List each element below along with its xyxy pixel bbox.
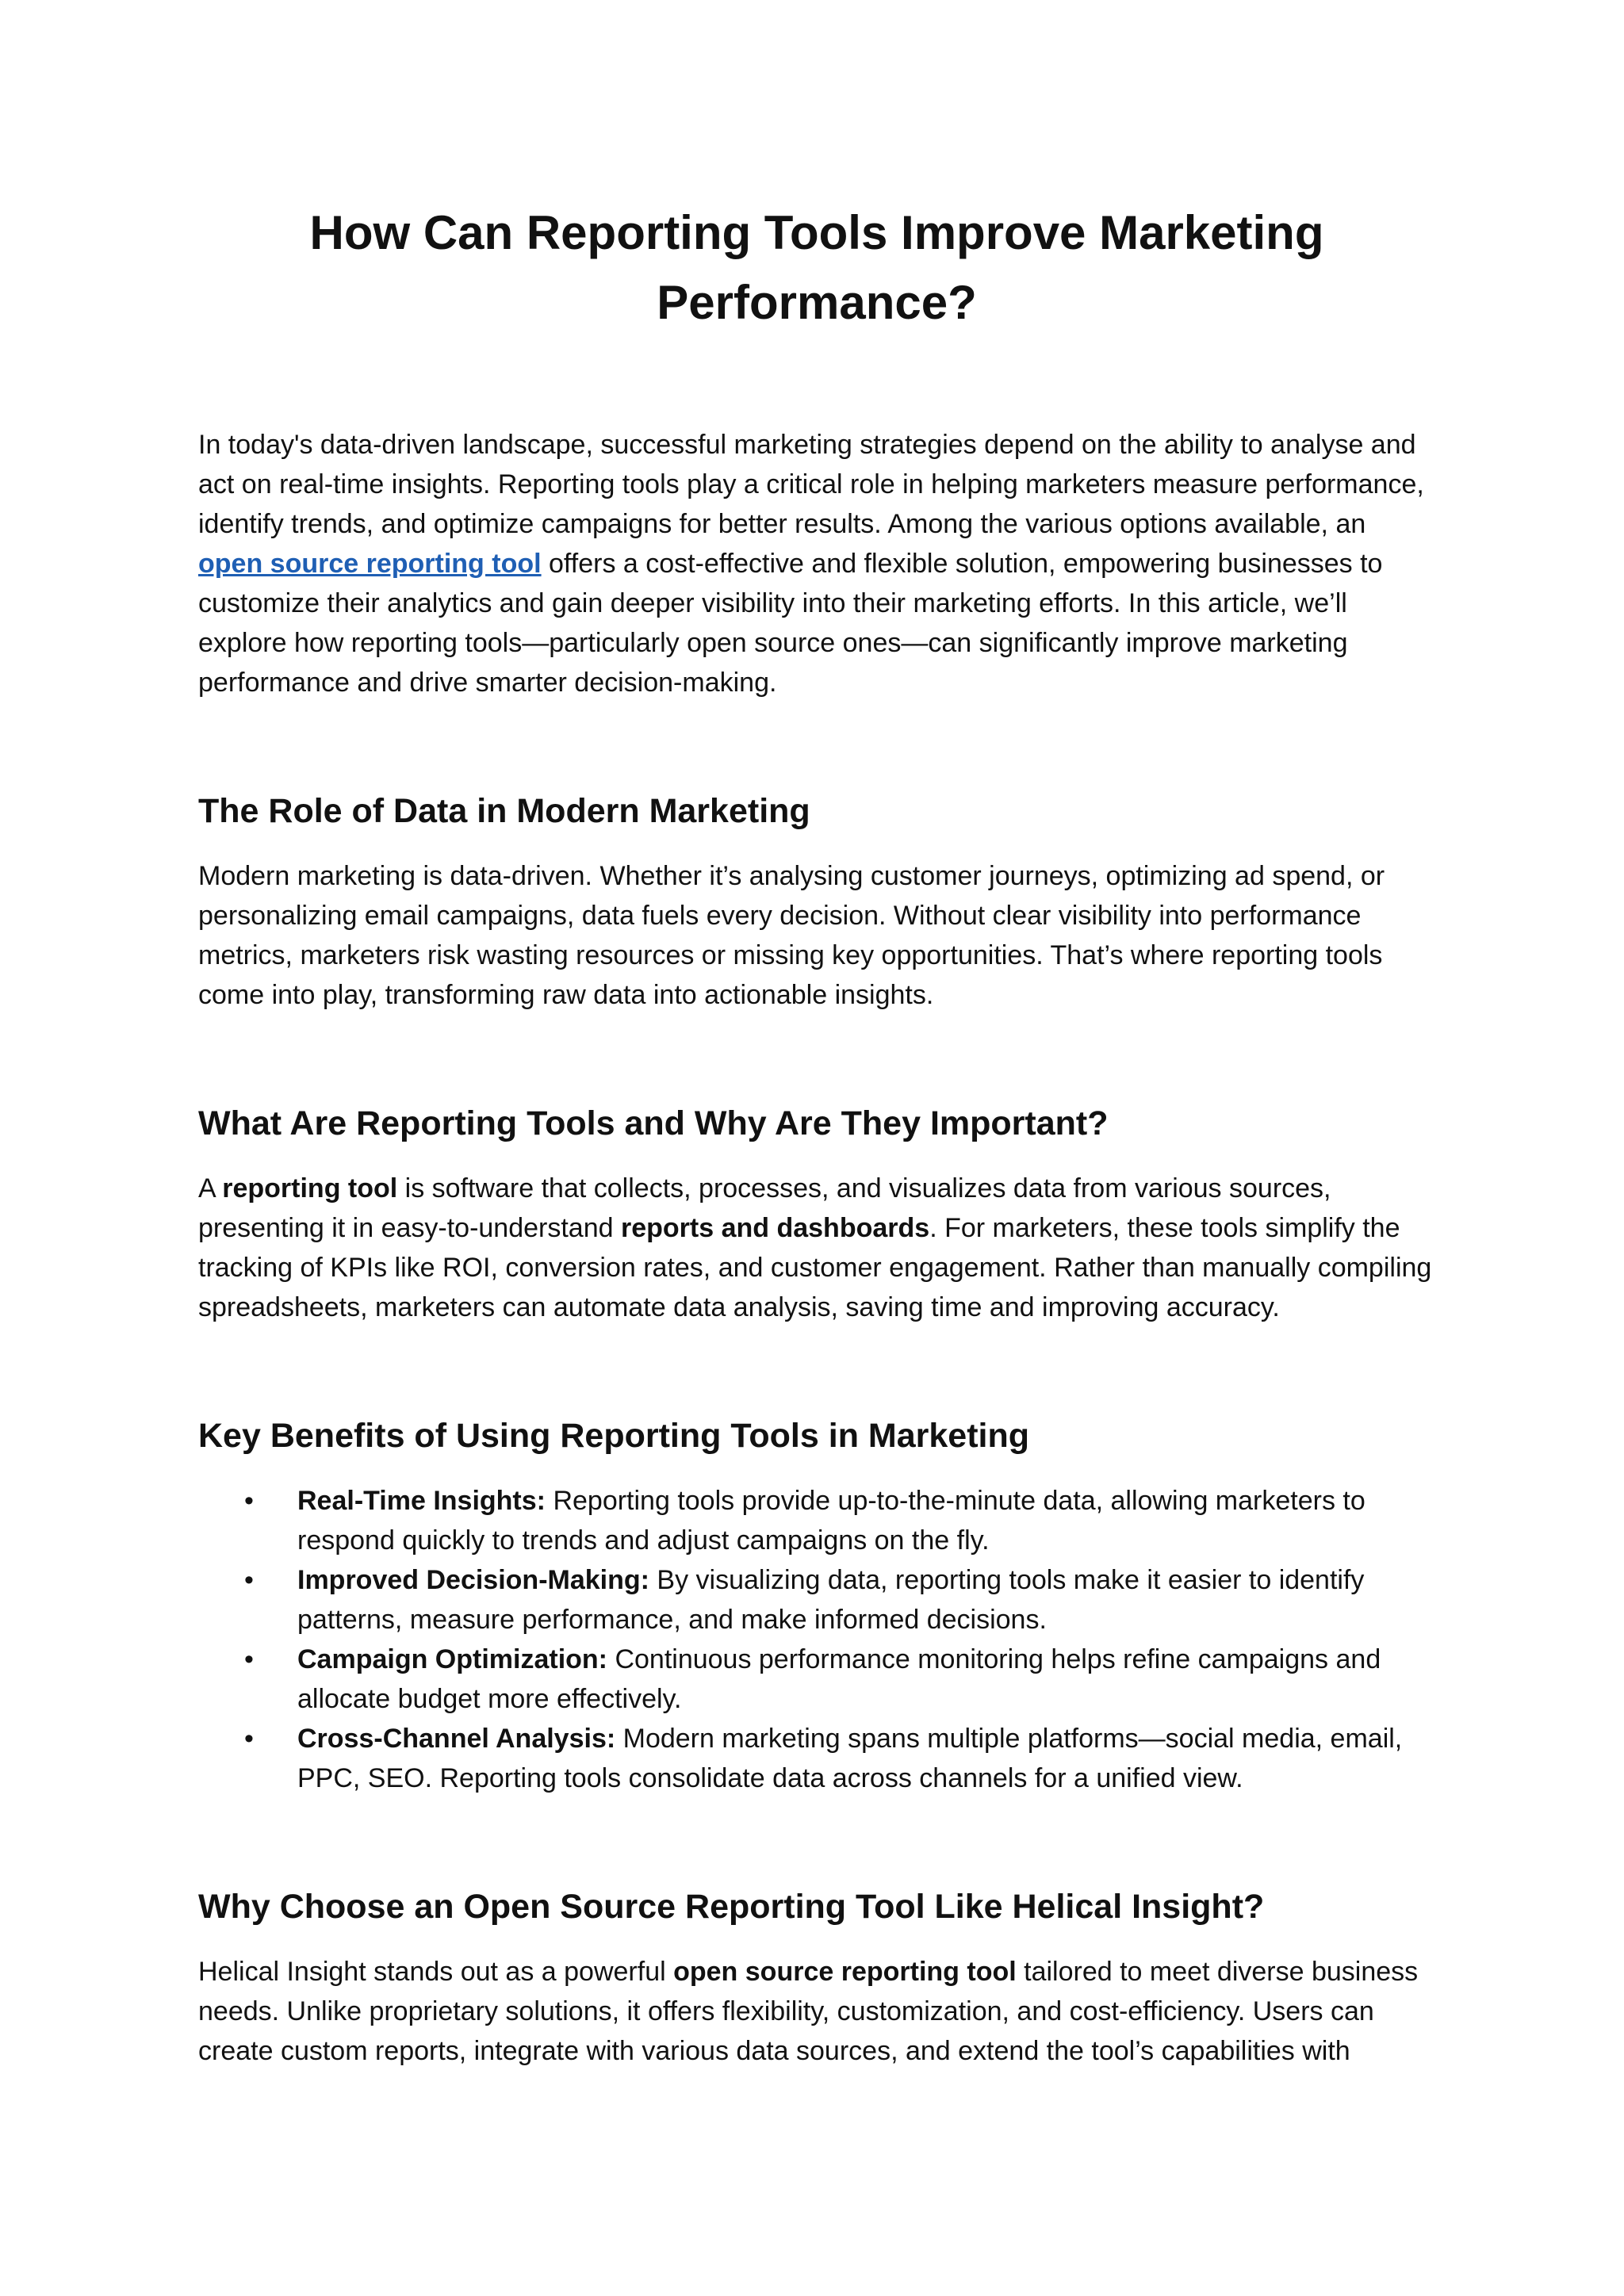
- list-item-label: Cross-Channel Analysis:: [297, 1724, 616, 1754]
- bold-term: reports and dashboards: [620, 1213, 930, 1243]
- section-role-of-data: [198, 788, 1435, 1015]
- list-item: [198, 1719, 1435, 1798]
- list-item-text: Reporting tools provide up-to-the-minute data, allowing marketers to respond quickly to trends and adjust campaigns on the fly.: [297, 1486, 1365, 1556]
- list-item-label: Campaign Optimization:: [297, 1644, 607, 1674]
- intro-text-1: In today's data-driven landscape, successful marketing strategies depend on the ability to analyse and act on real-time insights. Reporting tools play a critical role in helping marketers measure performance, identify trends, and optimize campaigns for better results. Among the various options available, an: [198, 430, 1424, 539]
- list-item-label: Real-Time Insights:: [297, 1486, 546, 1516]
- list-item-text: By visualizing data, reporting tools make it easier to identify patterns, measure performance, and make informed decisions.: [297, 1565, 1365, 1635]
- section-body: [198, 1169, 1435, 1327]
- body-text: A: [198, 1173, 223, 1203]
- bullet-icon: •: [244, 1644, 254, 1674]
- list-item-label: Improved Decision-Making:: [297, 1565, 649, 1595]
- section-heading: Key Benefits of Using Reporting Tools in Marketing: [198, 1417, 1029, 1455]
- bullet-icon: •: [244, 1565, 254, 1595]
- bold-term: open source reporting tool: [673, 1957, 1017, 1987]
- body-text: is software that collects, processes, and visualizes data from various sources, presenting it in easy-to-understand: [198, 1173, 1331, 1243]
- body-text: . For marketers, these tools simplify the tracking of KPIs like ROI, conversion rates, and customer engagement. Rather than manually compiling spreadsheets, marketers can automate data analysis, saving time and improving accuracy.: [198, 1213, 1432, 1322]
- benefits-list: [198, 1481, 1435, 1798]
- section-body: Modern marketing is data-driven. Whether it’s analysing customer journeys, optimizing ad spend, or personalizing email campaigns, data fuels every decision. Without clear visibility into performance metrics, marketers risk wasting resources or missing key opportunities. That’s where reporting tools come into play, transforming raw data into actionable insights.: [198, 861, 1385, 1010]
- section-heading: The Role of Data in Modern Marketing: [198, 792, 810, 830]
- document-page: [198, 198, 1435, 2071]
- bullet-icon: •: [244, 1486, 254, 1516]
- open-source-reporting-tool-link[interactable]: open source reporting tool: [198, 549, 542, 579]
- section-heading: Why Choose an Open Source Reporting Tool Like Helical Insight?: [198, 1888, 1265, 1926]
- section-what-are-reporting-tools: [198, 1100, 1435, 1327]
- section-why-open-source: [198, 1884, 1435, 2071]
- section-body: [198, 1952, 1435, 2071]
- section-heading: What Are Reporting Tools and Why Are They Important?: [198, 1104, 1109, 1142]
- bullet-icon: •: [244, 1724, 254, 1754]
- body-text: tailored to meet diverse business needs. Unlike proprietary solutions, it offers flexibility, customization, and cost-efficiency. Users can create custom reports, integrate with various data sources, and extend the tool’s capabilities with: [198, 1957, 1419, 2066]
- body-text: Helical Insight stands out as a powerful: [198, 1957, 674, 1987]
- intro-text-2: offers a cost-effective and flexible solution, empowering businesses to customize their analytics and gain deeper visibility into their marketing efforts. In this article, we’ll explore how reporting tools—particularly open source ones—can significantly improve marketing performance and drive smarter decision-making.: [198, 549, 1383, 698]
- intro-paragraph: [198, 425, 1435, 702]
- list-item: [198, 1640, 1435, 1719]
- list-item-text: Continuous performance monitoring helps refine campaigns and allocate budget more effectively.: [297, 1644, 1381, 1714]
- bold-term: reporting tool: [222, 1173, 398, 1203]
- list-item: [198, 1560, 1435, 1640]
- list-item: [198, 1481, 1435, 1560]
- section-key-benefits: [198, 1413, 1435, 1798]
- page-title: How Can Reporting Tools Improve Marketing Performance?: [309, 206, 1324, 329]
- list-item-text: Modern marketing spans multiple platforms—social media, email, PPC, SEO. Reporting tools consolidate data across channels for a unified view.: [297, 1724, 1403, 1793]
